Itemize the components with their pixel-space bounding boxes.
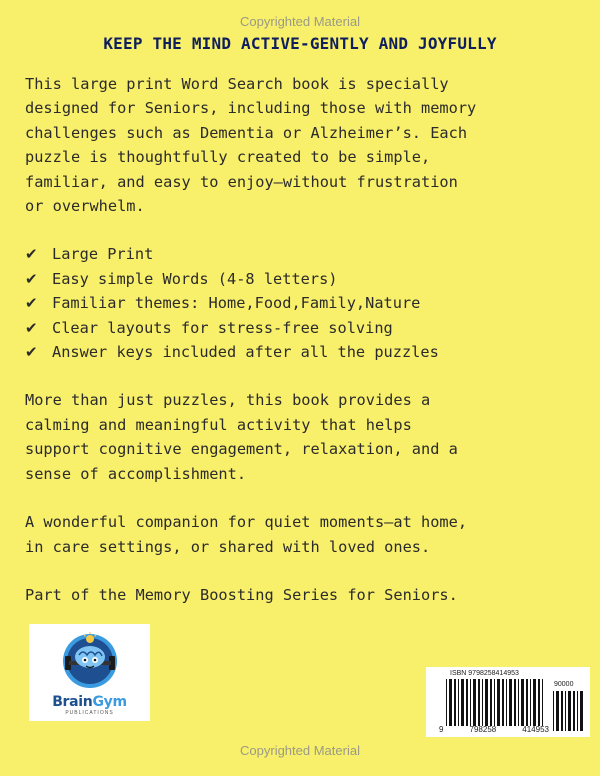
barcode-bar bbox=[506, 679, 507, 726]
barcode-bar bbox=[470, 679, 471, 726]
feature-item bbox=[25, 267, 585, 291]
barcode-bar bbox=[573, 691, 575, 731]
barcode-bar bbox=[461, 679, 464, 726]
barcode-digit-group: 414953 bbox=[522, 725, 549, 734]
barcode-bar bbox=[494, 679, 495, 726]
barcode-bar bbox=[454, 679, 456, 726]
barcode-bar bbox=[490, 679, 492, 726]
copyright-watermark-bottom: Copyrighted Material bbox=[240, 743, 360, 758]
feature-item bbox=[25, 316, 585, 340]
barcode-bar bbox=[521, 679, 524, 726]
ean-barcode-bars bbox=[446, 679, 546, 726]
barcode-bar bbox=[580, 691, 583, 731]
barcode-bar bbox=[561, 691, 563, 731]
check-icon: ✔ bbox=[25, 318, 38, 337]
barcode-bar bbox=[458, 679, 459, 726]
check-icon: ✔ bbox=[25, 269, 38, 288]
intro-paragraph: This large print Word Search book is specially designed for Seniors, including those with memory challenges such as Dementia or Alzheimer’s. Each puzzle is thoughtfully created to be simple, familiar, and easy to enjoy—without frustration or overwhelm. bbox=[25, 75, 477, 216]
barcode-bar bbox=[553, 691, 554, 731]
price-code: 90000 bbox=[554, 681, 574, 688]
companion-paragraph: A wonderful companion for quiet moments—at home, in care settings, or shared with loved ones. bbox=[25, 513, 468, 556]
barcode-bar bbox=[530, 679, 531, 726]
barcode-digit-group: 798258 bbox=[469, 725, 497, 734]
barcode-bar bbox=[514, 679, 516, 726]
isbn-barcode bbox=[426, 667, 590, 737]
barcode-bar bbox=[485, 679, 488, 726]
feature-item bbox=[25, 242, 585, 266]
series-line: Part of the Memory Boosting Series for Seniors. bbox=[25, 585, 458, 604]
feature-item bbox=[25, 340, 585, 364]
barcode-bar bbox=[449, 679, 452, 726]
feature-text: Easy simple Words (4-8 letters) bbox=[52, 269, 338, 288]
logo-wordmark: BrainGym bbox=[52, 694, 127, 710]
barcode-digit-group: 9 bbox=[439, 725, 444, 734]
barcode-digits bbox=[439, 725, 549, 734]
braingym-logo bbox=[29, 624, 150, 721]
feature-text: Familiar themes: Home,Food,Family,Nature bbox=[52, 294, 421, 313]
feature-list bbox=[25, 242, 585, 364]
barcode-bar bbox=[556, 691, 559, 731]
barcode-bar bbox=[565, 691, 566, 731]
back-cover-heading: KEEP THE MIND ACTIVE-GENTLY AND JOYFULLY bbox=[103, 34, 497, 53]
barcode-bar bbox=[568, 691, 571, 731]
barcode-bar bbox=[533, 679, 536, 726]
logo-subtitle: PUBLICATIONS bbox=[65, 710, 114, 716]
check-icon: ✔ bbox=[25, 343, 38, 362]
isbn-label: ISBN 9798258414953 bbox=[450, 670, 519, 677]
barcode-bar bbox=[482, 679, 483, 726]
barcode-bar bbox=[518, 679, 519, 726]
barcode-bar bbox=[577, 691, 578, 731]
feature-text: Large Print bbox=[52, 245, 154, 264]
feature-text: Clear layouts for stress-free solving bbox=[52, 318, 393, 337]
price-addon-bars bbox=[553, 691, 586, 731]
barcode-bar bbox=[509, 679, 512, 726]
barcode-bar bbox=[538, 679, 540, 726]
barcode-bar bbox=[497, 679, 500, 726]
back-cover-description bbox=[25, 72, 585, 607]
check-icon: ✔ bbox=[25, 294, 38, 313]
feature-item bbox=[25, 291, 585, 315]
check-icon: ✔ bbox=[25, 245, 38, 264]
copyright-watermark-top: Copyrighted Material bbox=[240, 14, 360, 29]
feature-text: Answer keys included after all the puzzles bbox=[52, 343, 439, 362]
benefits-paragraph: More than just puzzles, this book provides a calming and meaningful activity that helps support cognitive engagement, relaxation, and a sense of accomplishment. bbox=[25, 391, 458, 483]
barcode-bar bbox=[466, 679, 468, 726]
barcode-bar bbox=[502, 679, 504, 726]
barcode-bar bbox=[473, 679, 476, 726]
barcode-bar bbox=[542, 679, 543, 726]
barcode-bar bbox=[446, 679, 447, 726]
barcode-bar bbox=[478, 679, 480, 726]
brain-dumbbell-icon bbox=[59, 630, 121, 692]
barcode-bar bbox=[526, 679, 528, 726]
